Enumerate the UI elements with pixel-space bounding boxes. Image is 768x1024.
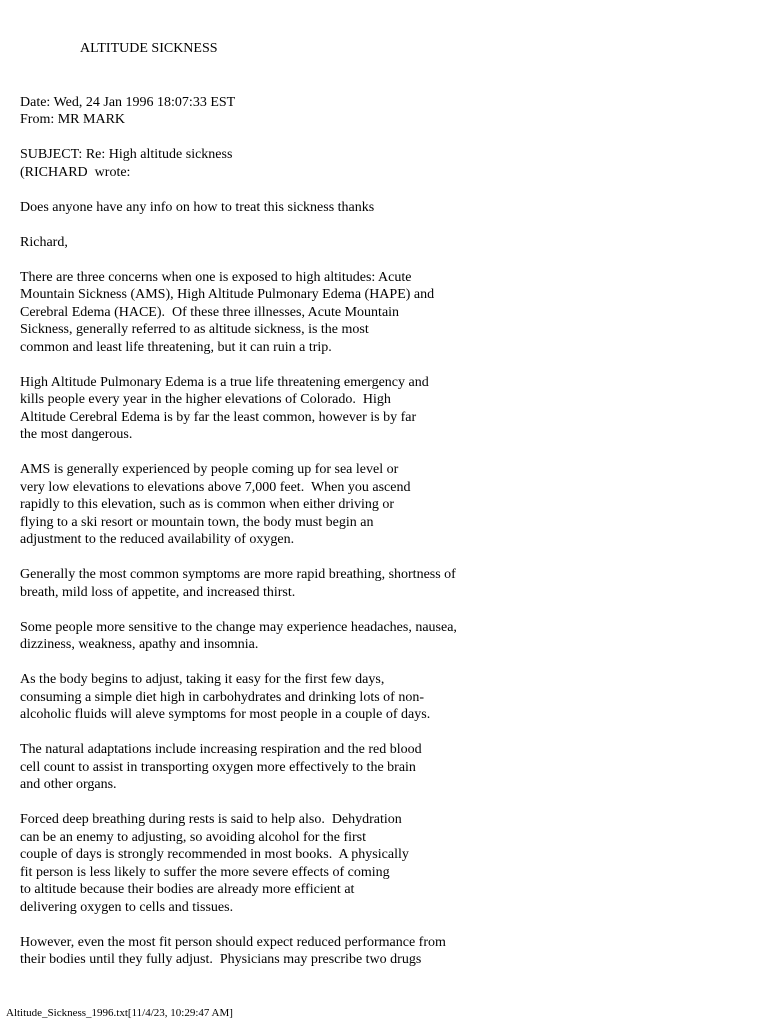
document-line: cell count to assist in transporting oxygen more effectively to the brain (20, 759, 416, 775)
document-line: the most dangerous. (20, 427, 133, 442)
document-line: Some people more sensitive to the change may experience headaches, nausea, (20, 619, 457, 635)
document-line: dizziness, weakness, apathy and insomnia. (20, 637, 259, 652)
document-line: However, even the most fit person should expect reduced performance from (20, 934, 446, 950)
print-footer: Altitude_Sickness_1996.txt[11/4/23, 10:29:47 AM] (6, 1007, 233, 1019)
page-title: ALTITUDE SICKNESS (80, 41, 218, 56)
document-line: consuming a simple diet high in carbohydrates and drinking lots of non- (20, 689, 424, 705)
document-line: There are three concerns when one is exposed to high altitudes: Acute (20, 269, 412, 285)
document-line: The natural adaptations include increasing respiration and the red blood (20, 742, 422, 757)
document-line: rapidly to this elevation, such as is common when either driving or (20, 497, 395, 512)
document-line: Altitude Cerebral Edema is by far the least common, however is by far (20, 409, 417, 425)
document-line: Generally the most common symptoms are more rapid breathing, shortness of (20, 567, 456, 582)
document-line: can be an enemy to adjusting, so avoiding alcohol for the first (20, 829, 367, 845)
document-line: Cerebral Edema (HACE). Of these three illnesses, Acute Mountain (20, 304, 400, 320)
document-line: very low elevations to elevations above 7,000 feet. When you ascend (20, 479, 411, 495)
document-line: flying to a ski resort or mountain town, the body must begin an (20, 514, 374, 530)
document-line: kills people every year in the higher elevations of Colorado. High (20, 392, 391, 407)
document-line: As the body begins to adjust, taking it easy for the first few days, (20, 672, 385, 687)
document-line: adjustment to the reduced availability of oxygen. (20, 532, 295, 547)
document-line: Does anyone have any info on how to treat this sickness thanks (20, 199, 375, 215)
document-line: High Altitude Pulmonary Edema is a true life threatening emergency and (20, 374, 429, 390)
document-line: delivering oxygen to cells and tissues. (20, 899, 234, 915)
document-line: Mountain Sickness (AMS), High Altitude Pulmonary Edema (HAPE) and (20, 287, 435, 302)
document-line: Sickness, generally referred to as altitude sickness, is the most (20, 322, 369, 337)
document-line: SUBJECT: Re: High altitude sickness (20, 147, 233, 162)
document-line: their bodies until they fully adjust. Physicians may prescribe two drugs (20, 952, 422, 967)
document-line: and other organs. (20, 777, 117, 792)
document-line: Date: Wed, 24 Jan 1996 18:07:33 EST (20, 94, 236, 110)
document-line: Forced deep breathing during rests is said to help also. Dehydration (20, 812, 402, 827)
document-line: Richard, (20, 234, 68, 250)
document-line: fit person is less likely to suffer the more severe effects of coming (20, 864, 390, 880)
document-line: From: MR MARK (20, 112, 126, 127)
document-line: (RICHARD wrote: (20, 164, 131, 180)
document-line: AMS is generally experienced by people coming up for sea level or (20, 462, 399, 477)
document-line: common and least life threatening, but it can ruin a trip. (20, 339, 332, 355)
document-line: alcoholic fluids will aleve symptoms for most people in a couple of days. (20, 707, 431, 722)
document-line: to altitude because their bodies are already more efficient at (20, 882, 355, 897)
document-line: couple of days is strongly recommended in most books. A physically (20, 847, 409, 862)
document-line: breath, mild loss of appetite, and increased thirst. (20, 584, 296, 600)
